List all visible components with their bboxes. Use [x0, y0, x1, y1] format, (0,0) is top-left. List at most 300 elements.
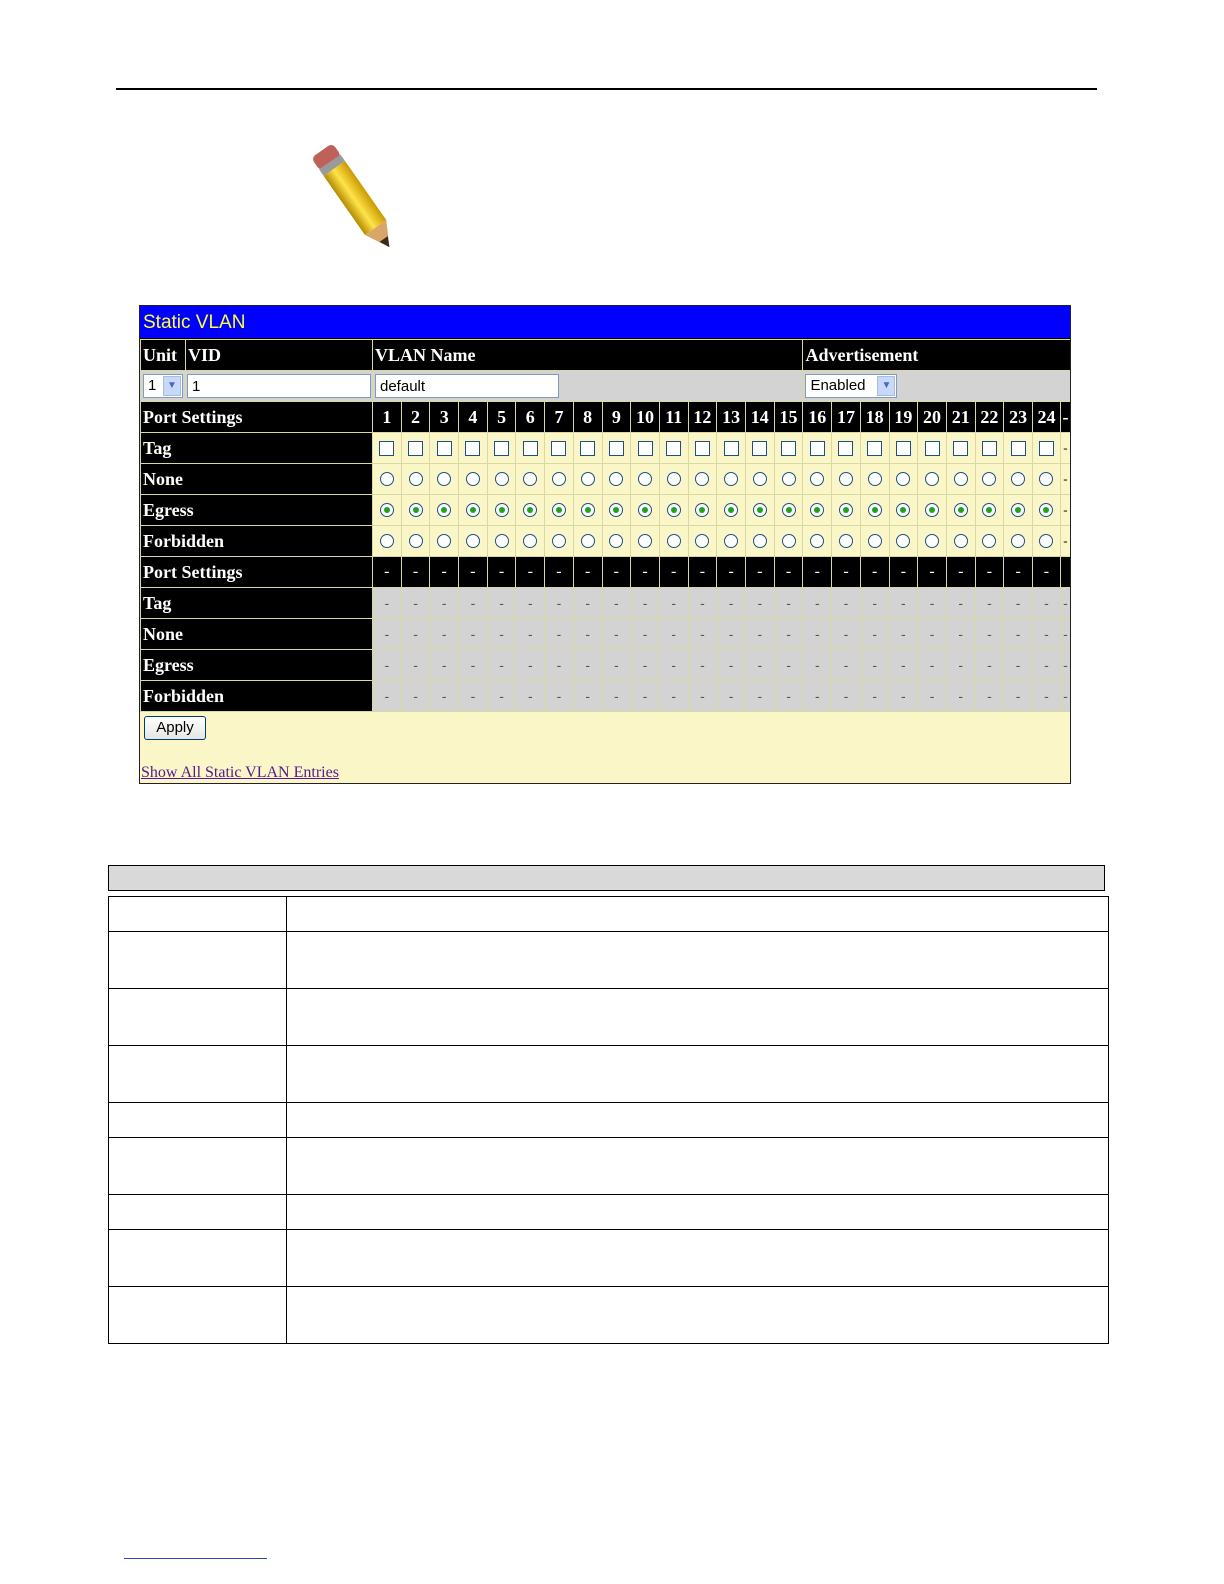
port-placeholder: - [430, 557, 459, 588]
show-all-static-vlan-entries-link[interactable]: Show All Static VLAN Entries [141, 764, 339, 781]
placeholder-cell: - [487, 681, 516, 712]
tag-checkbox-port-22[interactable] [982, 441, 997, 456]
placeholder-cell: - [688, 619, 717, 650]
egress-radio-port-22[interactable] [982, 503, 996, 517]
port-placeholder: - [545, 557, 574, 588]
placeholder-cell: - [688, 650, 717, 681]
tag-checkbox-port-18[interactable] [867, 441, 882, 456]
extra-port-cell: - [1060, 495, 1070, 526]
egress-radio-port-21[interactable] [954, 503, 968, 517]
tag-checkbox-port-23[interactable] [1011, 441, 1026, 456]
forbidden-radio-port-23[interactable] [1011, 534, 1025, 548]
placeholder-cell: - [659, 619, 688, 650]
tag-checkbox-port-5[interactable] [494, 441, 509, 456]
vid-input[interactable]: 1 [187, 374, 371, 398]
placeholder-cell: - [516, 650, 545, 681]
port-placeholder: - [459, 557, 488, 588]
placeholder-cell: - [832, 681, 861, 712]
description-term-cell [109, 1103, 287, 1138]
description-text-cell [287, 1103, 1109, 1138]
forbidden-radio-port-8[interactable] [581, 534, 595, 548]
description-term-cell [109, 897, 287, 932]
port-placeholder: - [688, 557, 717, 588]
none-radio-port-16[interactable] [810, 472, 824, 486]
port-number-15: 15 [774, 402, 803, 433]
description-text-cell [287, 1230, 1109, 1287]
placeholder-cell: - [1032, 588, 1060, 619]
placeholder-cell: - [717, 619, 746, 650]
port-placeholder: - [860, 557, 889, 588]
placeholder-cell: - [717, 588, 746, 619]
apply-button[interactable]: Apply [144, 716, 206, 740]
port-number-16: 16 [803, 402, 832, 433]
pencil-note-icon [300, 136, 410, 260]
port-number-19: 19 [889, 402, 918, 433]
static-vlan-panel [139, 305, 1071, 784]
port-number-10: 10 [631, 402, 660, 433]
forbidden-radio-port-24[interactable] [1039, 534, 1053, 548]
port-number-7: 7 [545, 402, 574, 433]
port-placeholder: - [487, 557, 516, 588]
row-label-egress: Egress [141, 495, 373, 526]
none-radio-port-17[interactable] [839, 472, 853, 486]
placeholder-cell: - [1004, 681, 1033, 712]
page-header-rule [116, 88, 1097, 90]
placeholder-cell: - [975, 650, 1004, 681]
port-number-8: 8 [573, 402, 602, 433]
port-placeholder: - [401, 557, 430, 588]
row-label-forbidden: Forbidden [141, 681, 373, 712]
egress-radio-port-11[interactable] [667, 503, 681, 517]
extra-port-cell: - [1060, 464, 1070, 495]
row-label-none: None [141, 619, 373, 650]
extra-port-cell: - [1060, 588, 1070, 619]
tag-checkbox-port-15[interactable] [781, 441, 796, 456]
placeholder-cell: - [803, 619, 832, 650]
egress-radio-port-7[interactable] [552, 503, 566, 517]
egress-radio-port-5[interactable] [495, 503, 509, 517]
advertisement-select[interactable] [805, 374, 897, 398]
placeholder-cell: - [373, 681, 402, 712]
port-number-21: 21 [946, 402, 975, 433]
placeholder-cell: - [516, 681, 545, 712]
placeholder-cell: - [487, 588, 516, 619]
tag-checkbox-port-7[interactable] [551, 441, 566, 456]
placeholder-cell: - [487, 619, 516, 650]
description-term-cell [109, 1046, 287, 1103]
placeholder-cell: - [745, 650, 774, 681]
egress-radio-port-18[interactable] [868, 503, 882, 517]
port-settings-label: Port Settings [141, 557, 373, 588]
tag-checkbox-port-6[interactable] [523, 441, 538, 456]
port-placeholder: - [573, 557, 602, 588]
placeholder-cell: - [430, 588, 459, 619]
description-term-cell [109, 1195, 287, 1230]
placeholder-cell: - [688, 681, 717, 712]
placeholder-cell: - [946, 681, 975, 712]
egress-radio-port-19[interactable] [896, 503, 910, 517]
none-radio-port-5[interactable] [495, 472, 509, 486]
unit-select[interactable] [143, 374, 183, 398]
port-placeholder: - [602, 557, 631, 588]
egress-radio-port-23[interactable] [1011, 503, 1025, 517]
placeholder-cell: - [975, 681, 1004, 712]
placeholder-cell: - [774, 588, 803, 619]
placeholder-cell: - [573, 619, 602, 650]
placeholder-cell: - [946, 588, 975, 619]
description-text-cell [287, 932, 1109, 989]
row-label-none: None [141, 464, 373, 495]
forbidden-radio-port-12[interactable] [695, 534, 709, 548]
none-radio-port-11[interactable] [667, 472, 681, 486]
port-number-9: 9 [602, 402, 631, 433]
none-radio-port-22[interactable] [982, 472, 996, 486]
static-vlan-table [140, 339, 1071, 712]
none-radio-port-24[interactable] [1039, 472, 1053, 486]
port-placeholder: - [516, 557, 545, 588]
placeholder-cell: - [430, 681, 459, 712]
forbidden-radio-port-18[interactable] [868, 534, 882, 548]
placeholder-cell: - [889, 681, 918, 712]
placeholder-cell: - [602, 650, 631, 681]
egress-radio-port-2[interactable] [409, 503, 423, 517]
placeholder-cell: - [946, 619, 975, 650]
port-placeholder: - [631, 557, 660, 588]
forbidden-radio-port-21[interactable] [954, 534, 968, 548]
port-placeholder: - [1032, 557, 1060, 588]
footer-link-rule [124, 1558, 267, 1559]
description-text-cell [287, 1195, 1109, 1230]
forbidden-radio-port-5[interactable] [495, 534, 509, 548]
extra-port-cell: - [1060, 526, 1070, 557]
placeholder-cell: - [918, 619, 947, 650]
port-number-23: 23 [1004, 402, 1033, 433]
forbidden-radio-port-14[interactable] [753, 534, 767, 548]
egress-radio-port-3[interactable] [437, 503, 451, 517]
port-number-2: 2 [401, 402, 430, 433]
placeholder-cell: - [774, 650, 803, 681]
placeholder-cell: - [717, 650, 746, 681]
forbidden-radio-port-7[interactable] [552, 534, 566, 548]
none-radio-port-12[interactable] [695, 472, 709, 486]
placeholder-cell: - [803, 650, 832, 681]
description-term-cell [109, 932, 287, 989]
placeholder-cell: - [745, 619, 774, 650]
placeholder-cell: - [832, 619, 861, 650]
placeholder-cell: - [1004, 650, 1033, 681]
placeholder-cell: - [459, 650, 488, 681]
forbidden-radio-port-4[interactable] [466, 534, 480, 548]
placeholder-cell: - [430, 650, 459, 681]
extra-port-cell: - [1060, 433, 1070, 464]
egress-radio-port-24[interactable] [1039, 503, 1053, 517]
port-number-14: 14 [745, 402, 774, 433]
egress-radio-port-8[interactable] [581, 503, 595, 517]
tag-checkbox-port-4[interactable] [465, 441, 480, 456]
port-placeholder: - [659, 557, 688, 588]
none-radio-port-9[interactable] [609, 472, 623, 486]
placeholder-cell: - [373, 650, 402, 681]
port-number-17: 17 [832, 402, 861, 433]
port-number-11: 11 [659, 402, 688, 433]
vlan-name-input[interactable]: default [375, 374, 559, 398]
vlan-name-header: VLAN Name [373, 340, 803, 371]
port-placeholder: - [745, 557, 774, 588]
extra-port-cell: - [1060, 619, 1070, 650]
forbidden-radio-port-10[interactable] [638, 534, 652, 548]
port-placeholder: - [975, 557, 1004, 588]
placeholder-cell: - [573, 588, 602, 619]
placeholder-cell: - [573, 650, 602, 681]
placeholder-cell: - [975, 619, 1004, 650]
placeholder-cell: - [659, 650, 688, 681]
none-radio-port-3[interactable] [437, 472, 451, 486]
none-radio-port-8[interactable] [581, 472, 595, 486]
placeholder-cell: - [401, 650, 430, 681]
port-number-12: 12 [688, 402, 717, 433]
placeholder-cell: - [631, 681, 660, 712]
placeholder-cell: - [545, 619, 574, 650]
none-radio-port-2[interactable] [409, 472, 423, 486]
placeholder-cell: - [602, 619, 631, 650]
unit-header: Unit [141, 340, 186, 371]
description-text-cell [287, 1046, 1109, 1103]
forbidden-radio-port-22[interactable] [982, 534, 996, 548]
none-radio-port-1[interactable] [380, 472, 394, 486]
egress-radio-port-12[interactable] [695, 503, 709, 517]
description-term-cell [109, 989, 287, 1046]
forbidden-radio-port-1[interactable] [380, 534, 394, 548]
forbidden-radio-port-20[interactable] [925, 534, 939, 548]
row-label-tag: Tag [141, 588, 373, 619]
chevron-down-icon: ▼ [877, 376, 895, 396]
port-number-6: 6 [516, 402, 545, 433]
tag-checkbox-port-10[interactable] [638, 441, 653, 456]
placeholder-cell: - [717, 681, 746, 712]
placeholder-cell: - [860, 588, 889, 619]
none-radio-port-13[interactable] [724, 472, 738, 486]
forbidden-radio-port-9[interactable] [609, 534, 623, 548]
description-term-cell [109, 1287, 287, 1344]
tag-checkbox-port-16[interactable] [810, 441, 825, 456]
placeholder-cell: - [803, 588, 832, 619]
placeholder-cell: - [975, 588, 1004, 619]
placeholder-cell: - [860, 681, 889, 712]
placeholder-cell: - [459, 588, 488, 619]
placeholder-cell: - [860, 619, 889, 650]
egress-radio-port-14[interactable] [753, 503, 767, 517]
description-table-header [108, 865, 1105, 891]
extra-port-cell: - [1060, 681, 1070, 712]
unit-select-value: 1 [148, 377, 157, 394]
placeholder-cell: - [659, 681, 688, 712]
tag-checkbox-port-17[interactable] [838, 441, 853, 456]
placeholder-cell: - [373, 619, 402, 650]
placeholder-cell: - [602, 681, 631, 712]
placeholder-cell: - [745, 681, 774, 712]
none-radio-port-20[interactable] [925, 472, 939, 486]
port-number-18: 18 [860, 402, 889, 433]
placeholder-cell: - [573, 681, 602, 712]
tag-checkbox-port-19[interactable] [896, 441, 911, 456]
tag-checkbox-port-3[interactable] [437, 441, 452, 456]
none-radio-port-4[interactable] [466, 472, 480, 486]
none-radio-port-6[interactable] [523, 472, 537, 486]
egress-radio-port-13[interactable] [724, 503, 738, 517]
port-placeholder: - [774, 557, 803, 588]
egress-radio-port-16[interactable] [810, 503, 824, 517]
egress-radio-port-17[interactable] [839, 503, 853, 517]
tag-checkbox-port-20[interactable] [925, 441, 940, 456]
placeholder-cell: - [745, 588, 774, 619]
placeholder-cell: - [832, 588, 861, 619]
placeholder-cell: - [430, 619, 459, 650]
placeholder-cell: - [832, 650, 861, 681]
placeholder-cell: - [918, 681, 947, 712]
port-number-20: 20 [918, 402, 947, 433]
none-radio-port-7[interactable] [552, 472, 566, 486]
placeholder-cell: - [1032, 650, 1060, 681]
placeholder-cell: - [774, 681, 803, 712]
placeholder-cell: - [803, 681, 832, 712]
egress-radio-port-20[interactable] [925, 503, 939, 517]
port-placeholder: - [803, 557, 832, 588]
tag-checkbox-port-13[interactable] [724, 441, 739, 456]
vid-header: VID [186, 340, 373, 371]
placeholder-cell: - [459, 681, 488, 712]
forbidden-radio-port-16[interactable] [810, 534, 824, 548]
description-text-cell [287, 1287, 1109, 1344]
port-placeholder: - [832, 557, 861, 588]
placeholder-cell: - [1032, 619, 1060, 650]
chevron-down-icon: ▼ [163, 376, 181, 396]
forbidden-radio-port-17[interactable] [839, 534, 853, 548]
none-radio-port-14[interactable] [753, 472, 767, 486]
tag-checkbox-port-12[interactable] [695, 441, 710, 456]
placeholder-cell: - [918, 650, 947, 681]
tag-checkbox-port-11[interactable] [666, 441, 681, 456]
port-placeholder: - [918, 557, 947, 588]
placeholder-cell: - [401, 588, 430, 619]
placeholder-cell: - [918, 588, 947, 619]
description-text-cell [287, 1138, 1109, 1195]
forbidden-radio-port-15[interactable] [782, 534, 796, 548]
port-number-4: 4 [459, 402, 488, 433]
description-text-cell [287, 897, 1109, 932]
placeholder-cell: - [373, 588, 402, 619]
placeholder-cell: - [516, 619, 545, 650]
placeholder-cell: - [889, 650, 918, 681]
port-number-5: 5 [487, 402, 516, 433]
placeholder-cell: - [545, 681, 574, 712]
placeholder-cell: - [401, 619, 430, 650]
tag-checkbox-port-14[interactable] [752, 441, 767, 456]
placeholder-cell: - [631, 588, 660, 619]
forbidden-radio-port-13[interactable] [724, 534, 738, 548]
port-placeholder: - [889, 557, 918, 588]
none-radio-port-21[interactable] [954, 472, 968, 486]
placeholder-cell: - [631, 650, 660, 681]
forbidden-radio-port-2[interactable] [409, 534, 423, 548]
tag-checkbox-port-8[interactable] [580, 441, 595, 456]
description-term-cell [109, 1230, 287, 1287]
none-radio-port-23[interactable] [1011, 472, 1025, 486]
port-placeholder: - [373, 557, 402, 588]
port-placeholder: - [717, 557, 746, 588]
row-label-egress: Egress [141, 650, 373, 681]
none-radio-port-18[interactable] [868, 472, 882, 486]
description-text-cell [287, 989, 1109, 1046]
port-placeholder: - [1004, 557, 1033, 588]
tag-checkbox-port-24[interactable] [1039, 441, 1054, 456]
placeholder-cell: - [889, 619, 918, 650]
port-number-22: 22 [975, 402, 1004, 433]
placeholder-cell: - [688, 588, 717, 619]
placeholder-cell: - [1032, 681, 1060, 712]
panel-title: Static VLAN [140, 306, 1070, 339]
port-number-3: 3 [430, 402, 459, 433]
placeholder-cell: - [659, 588, 688, 619]
placeholder-cell: - [545, 588, 574, 619]
egress-radio-port-6[interactable] [523, 503, 537, 517]
egress-radio-port-4[interactable] [466, 503, 480, 517]
placeholder-cell: - [631, 619, 660, 650]
port-number-24: 24 [1032, 402, 1060, 433]
port-number-13: 13 [717, 402, 746, 433]
egress-radio-port-15[interactable] [782, 503, 796, 517]
port-settings-label: Port Settings [141, 402, 373, 433]
forbidden-radio-port-19[interactable] [896, 534, 910, 548]
port-number-1: 1 [373, 402, 402, 433]
port-placeholder: - [946, 557, 975, 588]
forbidden-radio-port-11[interactable] [667, 534, 681, 548]
description-term-cell [109, 1138, 287, 1195]
none-radio-port-10[interactable] [638, 472, 652, 486]
extra-port-cell: - [1060, 650, 1070, 681]
placeholder-cell: - [860, 650, 889, 681]
description-table [108, 896, 1109, 1344]
placeholder-cell: - [774, 619, 803, 650]
tag-checkbox-port-2[interactable] [408, 441, 423, 456]
placeholder-cell: - [516, 588, 545, 619]
none-radio-port-15[interactable] [782, 472, 796, 486]
none-radio-port-19[interactable] [896, 472, 910, 486]
tag-checkbox-port-21[interactable] [953, 441, 968, 456]
advertisement-header: Advertisement [803, 340, 1071, 371]
tag-checkbox-port-9[interactable] [609, 441, 624, 456]
row-label-tag: Tag [141, 433, 373, 464]
egress-radio-port-9[interactable] [609, 503, 623, 517]
placeholder-cell: - [487, 650, 516, 681]
row-label-forbidden: Forbidden [141, 526, 373, 557]
egress-radio-port-10[interactable] [638, 503, 652, 517]
placeholder-cell: - [946, 650, 975, 681]
extra-port-column: - [1060, 402, 1070, 433]
tag-checkbox-port-1[interactable] [379, 441, 394, 456]
extra-port-column [1060, 557, 1070, 588]
placeholder-cell: - [545, 650, 574, 681]
placeholder-cell: - [889, 588, 918, 619]
advertisement-select-value: Enabled [810, 377, 866, 394]
forbidden-radio-port-3[interactable] [437, 534, 451, 548]
egress-radio-port-1[interactable] [380, 503, 394, 517]
forbidden-radio-port-6[interactable] [523, 534, 537, 548]
placeholder-cell: - [401, 681, 430, 712]
placeholder-cell: - [1004, 588, 1033, 619]
placeholder-cell: - [1004, 619, 1033, 650]
placeholder-cell: - [602, 588, 631, 619]
placeholder-cell: - [459, 619, 488, 650]
